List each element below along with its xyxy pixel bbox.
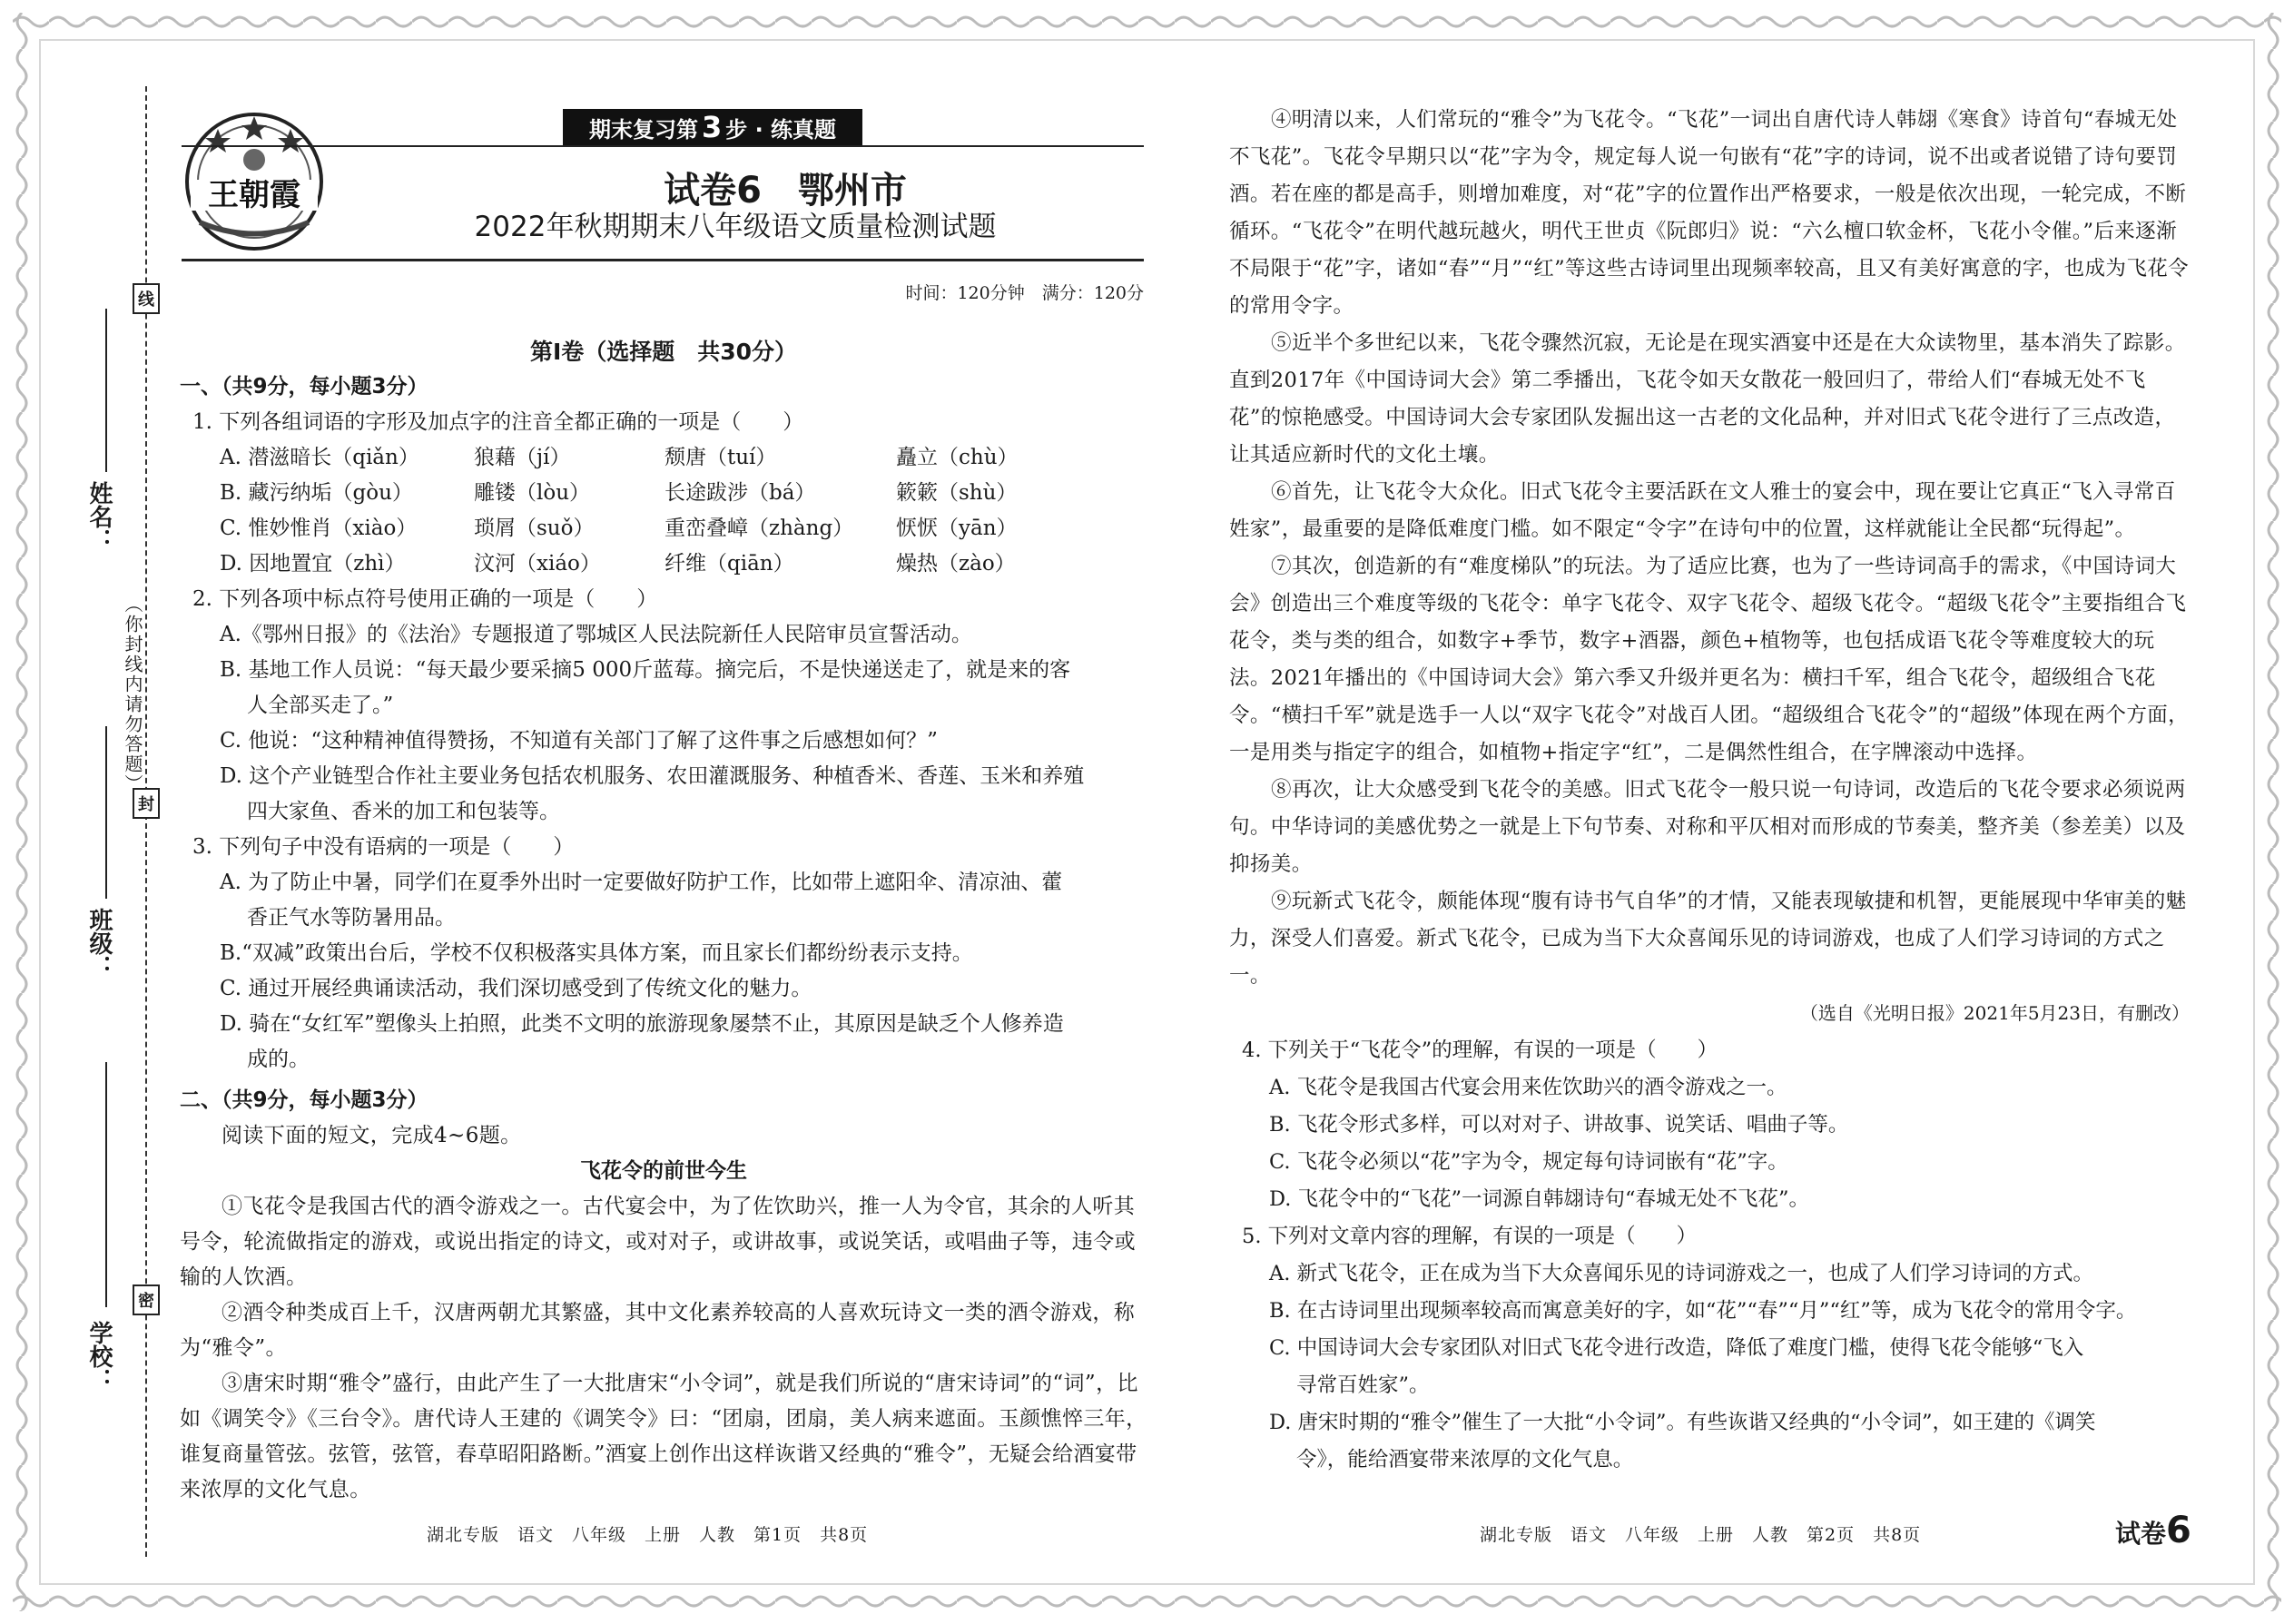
q4-option-b[interactable]: B. 飞花令形式多样，可以对对子、讲故事、说笑话、唱曲子等。 (1269, 1113, 1849, 1137)
q3-option-b[interactable]: B.“双减”政策出台后，学校不仅积极落实具体方案，而且家长们都纷纷表示支持。 (220, 941, 973, 965)
logo-badge-icon (182, 109, 327, 254)
binding-notice: （你封线内请勿答题） (122, 595, 143, 794)
q2-option-a[interactable]: A.《鄂州日报》的《法治》专题报道了鄂城区人民法院新任人民陪审员宣誓活动。 (220, 623, 972, 646)
section2-intro: 阅读下面的短文，完成4~6题。 (222, 1124, 522, 1147)
q3-stem: 3. 下列句子中没有语病的一项是（ ） (192, 835, 575, 859)
q2-option-d[interactable]: D. 这个产业链型合作社主要业务包括农机服务、农田灌溉服务、种植香米、香莲、玉米和养殖 (220, 764, 1085, 788)
paper-number: 试卷6 鄂州市 (664, 170, 907, 212)
footer-page-2: 湖北专版 语文 八年级 上册 人教 第2页 共8页 (1480, 1525, 1922, 1545)
q2-option-d-cont: 四大家鱼、香米的加工和包装等。 (247, 800, 560, 823)
right-column (1229, 102, 2190, 1479)
review-step-banner: 期末复习第 3 步 · 练真题 (563, 109, 862, 145)
footer-page-1: 湖北专版 语文 八年级 上册 人教 第1页 共8页 (427, 1525, 869, 1545)
school-input-line[interactable] (105, 1062, 107, 1307)
section1-heading: 一、（共9分，每小题3分） (180, 375, 428, 399)
article-paragraph-6: ⑥首先，让飞花令大众化。旧式飞花令主要活跃在文人雅士的宴会中，现在要让它真正“飞入寻常百姓家”，最重要的是降低难度门槛。如不限定“令字”在诗句中的位置，这样就能让全民都“玩得起”。 (1229, 480, 2176, 541)
q1-row-d[interactable]: D. 因地置宜（zhì） 汶河（xiáo） 纤维（qiān） 燥热（zào） (220, 552, 1016, 576)
q1-row-c[interactable]: C. 惟妙惟肖（xiào） 琐屑（suǒ） 重峦叠嶂（zhàng） 恹恹（yān） (220, 517, 1018, 540)
q2-stem: 2. 下列各项中标点符号使用正确的一项是（ ） (192, 587, 658, 611)
paper-mark: 试卷6 (2115, 1510, 2191, 1551)
q3-option-a[interactable]: A. 为了防止中暑，同学们在夏季外出时一定要做好防护工作，比如带上遮阳伞、清凉油、藿 (220, 871, 1063, 894)
q3-option-d-cont: 成的。 (247, 1048, 310, 1071)
article-paragraph-3: ③唐宋时期“雅令”盛行，由此产生了一大批唐宋“小令词”，就是我们所说的“唐宋诗词”的“词”，比如《调笑令》《三台令》。唐代诗人王建的《调笑令》曰：“团扇，团扇，美人病来遮面。玉颜憔悴三年，谁复商量管弦。弦管，弦管，春草昭阳路断。”酒宴上创作出这样诙谐又经典的“雅令”，无疑会给酒宴带来浓厚的文化气息。 (180, 1372, 1147, 1501)
q3-option-a-cont: 香正气水等防暑用品。 (247, 906, 456, 930)
article-source: （选自《光明日报》2021年5月23日，有删改） (1799, 1002, 2190, 1024)
q4-option-c[interactable]: C. 飞花令必须以“花”字为令，规定每句诗词嵌有“花”字。 (1269, 1150, 1788, 1174)
article-paragraph-8: ⑧再次，让大众感受到飞花令的美感。旧式飞花令一般只说一句诗词，改造后的飞花令要求必须说两句。中华诗词的美感优势之一就是上下句节奏、对称和平仄相对而形成的节奏美，整齐美（参差美）以及抑扬美。 (1229, 778, 2186, 876)
article-paragraph-5: ⑤近半个多世纪以来，飞花令骤然沉寂，无论是在现实酒宴中还是在大众读物里，基本消失了踪影。直到2017年《中国诗词大会》第二季播出，飞花令如天女散花一般回归了，带给人们“春城无处不飞花”的惊艳感受。中国诗词大会专家团队发掘出这一古老的文化品种，并对旧式飞花令进行了三点改造，让其适应新时代的文化土壤。 (1229, 331, 2186, 467)
class-label: 班级： (85, 908, 113, 979)
publisher-logo (182, 109, 327, 254)
article-paragraph-9: ⑨玩新式飞花令，颇能体现“腹有诗书气自华”的才情，又能表现敏捷和机智，更能展现中华审美的魅力，深受人们喜爱。新式飞花令，已成为当下大众喜闻乐见的诗词游戏，也成了人们学习诗词的方式之一。 (1229, 890, 2187, 988)
section2-heading: 二、（共9分，每小题3分） (180, 1088, 428, 1112)
left-column (180, 334, 1147, 1508)
article-paragraph-2: ②酒令种类成百上千，汉唐两朝尤其繁盛，其中文化素养较高的人喜欢玩诗文一类的酒令游戏，称为“雅令”。 (180, 1301, 1136, 1360)
article-paragraph-4: ④明清以来，人们常玩的“雅令”为飞花令。“飞花”一词出自唐代诗人韩翃《寒食》诗首句“春城无处不飞花”。飞花令早期只以“花”字为令，规定每人说一句嵌有“花”字的诗词，说不出或者说错了诗句要罚酒。若在座的都是高手，则增加难度，对“花”字的位置作出严格要求，一般是依次出现，一轮完成，不断循环。“飞花令”在明代越玩越火，明代王世贞《阮郎归》说：“六么檀口软金杯，飞花小令催。”后来逐渐不局限于“花”字，诸如“春”“月”“红”等这些古诗词里出现频率较高，且又有美好寓意的字，也成为飞花令的常用令字。 (1229, 108, 2190, 318)
article-title: 飞花令的前世今生 (580, 1159, 747, 1183)
q2-option-c[interactable]: C. 他说：“这种精神值得赞扬，不知道有关部门了解了这件事之后感想如何？” (220, 729, 938, 753)
part1-title: 第Ⅰ卷（选择题 共30分） (529, 339, 798, 365)
header-bottom-rule (182, 259, 1144, 261)
svg-text:王朝霞: 王朝霞 (208, 177, 300, 213)
article-paragraph-7: ⑦其次，创造新的有“难度梯队”的玩法。为了适应比赛，也为了一些诗词高手的需求，《中国诗词大会》创造出三个难度等级的飞花令：单字飞花令、双字飞花令、超级飞花令。“超级飞花令”主要指组合飞花令，类与类的组合，如数字+季节，数字+酒器，颜色+植物等，也包括成语飞花令等难度较大的玩法。2021年播出的《中国诗词大会》第六季又升级并更名为：横扫千军，组合飞花令，超级组合飞花令。“横扫千军”就是选手一人以“双字飞花令”对战百人团。“超级组合飞花令”的“超级”体现在两个方面，一是用类与指定字的组合，如植物+指定字“红”，二是偶然性组合，在字牌滚动中选择。 (1229, 555, 2190, 764)
q3-option-c[interactable]: C. 通过开展经典诵读活动，我们深切感受到了传统文化的魅力。 (220, 977, 812, 1000)
q3-option-d[interactable]: D. 骑在“女红军”塑像头上拍照，此类不文明的旅游现象屡禁不止，其原因是缺乏个人修养造 (220, 1012, 1064, 1036)
q4-option-a[interactable]: A. 飞花令是我国古代宴会用来佐饮助兴的酒令游戏之一。 (1269, 1076, 1787, 1099)
q2-option-b-cont: 人全部买走了。” (247, 694, 394, 717)
paper-title: 2022年秋期期末八年级语文质量检测试题 (474, 211, 997, 243)
time-score-info: 时间：120分钟 满分：120分 (905, 283, 1144, 303)
header-rule (182, 145, 1144, 147)
q5-option-d[interactable]: D. 唐宋时期的“雅令”催生了一大批“小令词”。有些诙谐又经典的“小令词”，如王建的《调笑 (1269, 1411, 2096, 1434)
q5-stem: 5. 下列对文章内容的理解，有误的一项是（ ） (1242, 1225, 1698, 1248)
q1-row-b[interactable]: B. 藏污纳垢（gòu） 雕镂（lòu） 长途跋涉（bá） 簌簌（shù） (220, 481, 1018, 505)
q5-option-c[interactable]: C. 中国诗词大会专家团队对旧式飞花令进行改造，降低了难度门槛，使得飞花令能够“飞入 (1269, 1336, 2084, 1360)
q5-option-a[interactable]: A. 新式飞花令，正在成为当下大众喜闻乐见的诗词游戏之一，也成了人们学习诗词的方式。 (1269, 1262, 2094, 1285)
q4-option-d[interactable]: D. 飞花令中的“飞花”一词源自韩翃诗句“春城无处不飞花”。 (1269, 1187, 1810, 1211)
binding-mark-seal: 封 (133, 788, 160, 819)
q5-option-d-cont: 令》，能给酒宴带来浓厚的文化气息。 (1296, 1448, 1634, 1471)
q5-option-b[interactable]: B. 在古诗词里出现频率较高而寓意美好的字，如“花”“春”“月”“红”等，成为飞花令的常用令字。 (1269, 1299, 2137, 1323)
q4-stem: 4. 下列关于“飞花令”的理解，有误的一项是（ ） (1242, 1038, 1718, 1062)
name-label: 姓名： (85, 481, 113, 552)
school-label: 学校： (85, 1321, 113, 1392)
q1-stem: 1. 下列各组词语的字形及加点字的注音全都正确的一项是（ ） (192, 410, 804, 434)
article-paragraph-1: ①飞花令是我国古代的酒令游戏之一。古代宴会中，为了佐饮助兴，推一人为令官，其余的人听其号令，轮流做指定的游戏，或说出指定的诗文，或对对子，或讲故事，或说笑话，或唱曲子等，违令或输的人饮酒。 (180, 1195, 1136, 1289)
q5-option-c-cont: 寻常百姓家”。 (1296, 1373, 1430, 1397)
class-input-line[interactable] (105, 726, 107, 899)
q2-option-b[interactable]: B. 基地工作人员说：“每天最少要采摘5 000斤蓝莓。摘完后，不是快递送走了，就是来的客 (220, 658, 1071, 682)
binding-mark-line: 线 (133, 283, 160, 314)
binding-mark-secret: 密 (133, 1284, 160, 1315)
name-input-line[interactable] (105, 309, 107, 472)
q1-row-a[interactable]: A. 潜滋暗长（qiǎn） 狼藉（jí） 颓唐（tuí） 矗立（chù） (220, 446, 1019, 469)
